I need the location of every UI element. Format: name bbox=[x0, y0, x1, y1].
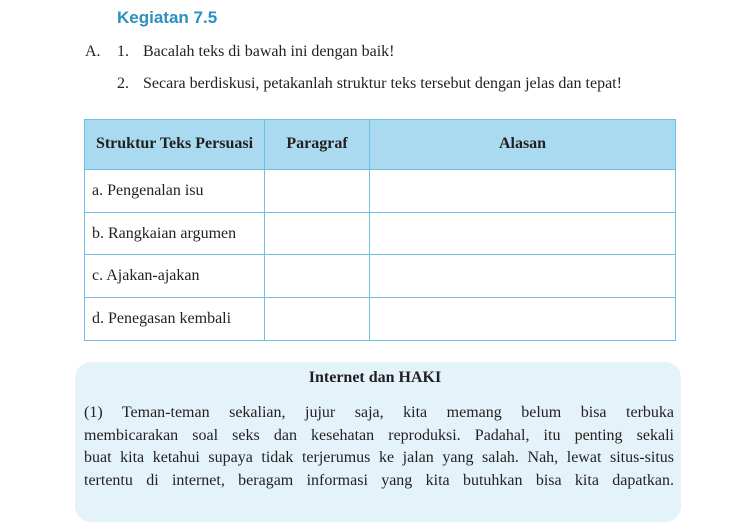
table-row bbox=[85, 212, 676, 255]
paragraf-cell bbox=[265, 212, 370, 255]
row-label: d. Penegasan kembali bbox=[85, 298, 265, 341]
table-row bbox=[85, 169, 676, 212]
paragraph-line: membicarakan soal seks dan kesehatan reproduksi. Padahal, itu penting sekali bbox=[84, 426, 674, 444]
alasan-cell bbox=[370, 169, 676, 212]
instruction-number-2: 2. bbox=[117, 75, 129, 92]
table-row bbox=[85, 298, 676, 341]
section-letter: A. bbox=[85, 43, 101, 60]
paragraph-line: buat kita ketahui supaya tidak terjerumus ke jalan yang salah. Nah, lewat situs-situs bbox=[84, 449, 674, 467]
header-paragraf: Paragraf bbox=[265, 120, 370, 170]
header-struktur: Struktur Teks Persuasi bbox=[85, 120, 265, 170]
row-label: b. Rangkaian argumen bbox=[85, 212, 265, 255]
activity-title: Kegiatan 7.5 bbox=[117, 8, 218, 27]
paragraph-line: tertentu di internet, beragam informasi yang kita butuhkan bisa kita dapatkan. bbox=[84, 472, 674, 490]
row-label: a. Pengenalan isu bbox=[85, 169, 265, 212]
paragraf-cell bbox=[265, 169, 370, 212]
reading-title: Internet dan HAKI bbox=[308, 369, 442, 386]
table-header-row bbox=[85, 120, 676, 170]
alasan-cell bbox=[370, 255, 676, 298]
structure-table bbox=[84, 119, 676, 341]
reading-paragraph bbox=[84, 402, 674, 493]
instruction-number-1: 1. bbox=[117, 43, 129, 60]
paragraph-line: (1) Teman-teman sekalian, jujur saja, kita memang belum bisa terbuka bbox=[84, 404, 674, 421]
alasan-cell bbox=[370, 298, 676, 341]
row-label: c. Ajakan-ajakan bbox=[85, 255, 265, 298]
instruction-text-1: Bacalah teks di bawah ini dengan baik! bbox=[143, 43, 395, 60]
alasan-cell bbox=[370, 212, 676, 255]
table-row bbox=[85, 255, 676, 298]
paragraf-cell bbox=[265, 298, 370, 341]
instruction-text-2: Secara berdiskusi, petakanlah struktur teks tersebut dengan jelas dan tepat! bbox=[143, 75, 622, 92]
header-alasan: Alasan bbox=[370, 120, 676, 170]
paragraf-cell bbox=[265, 255, 370, 298]
